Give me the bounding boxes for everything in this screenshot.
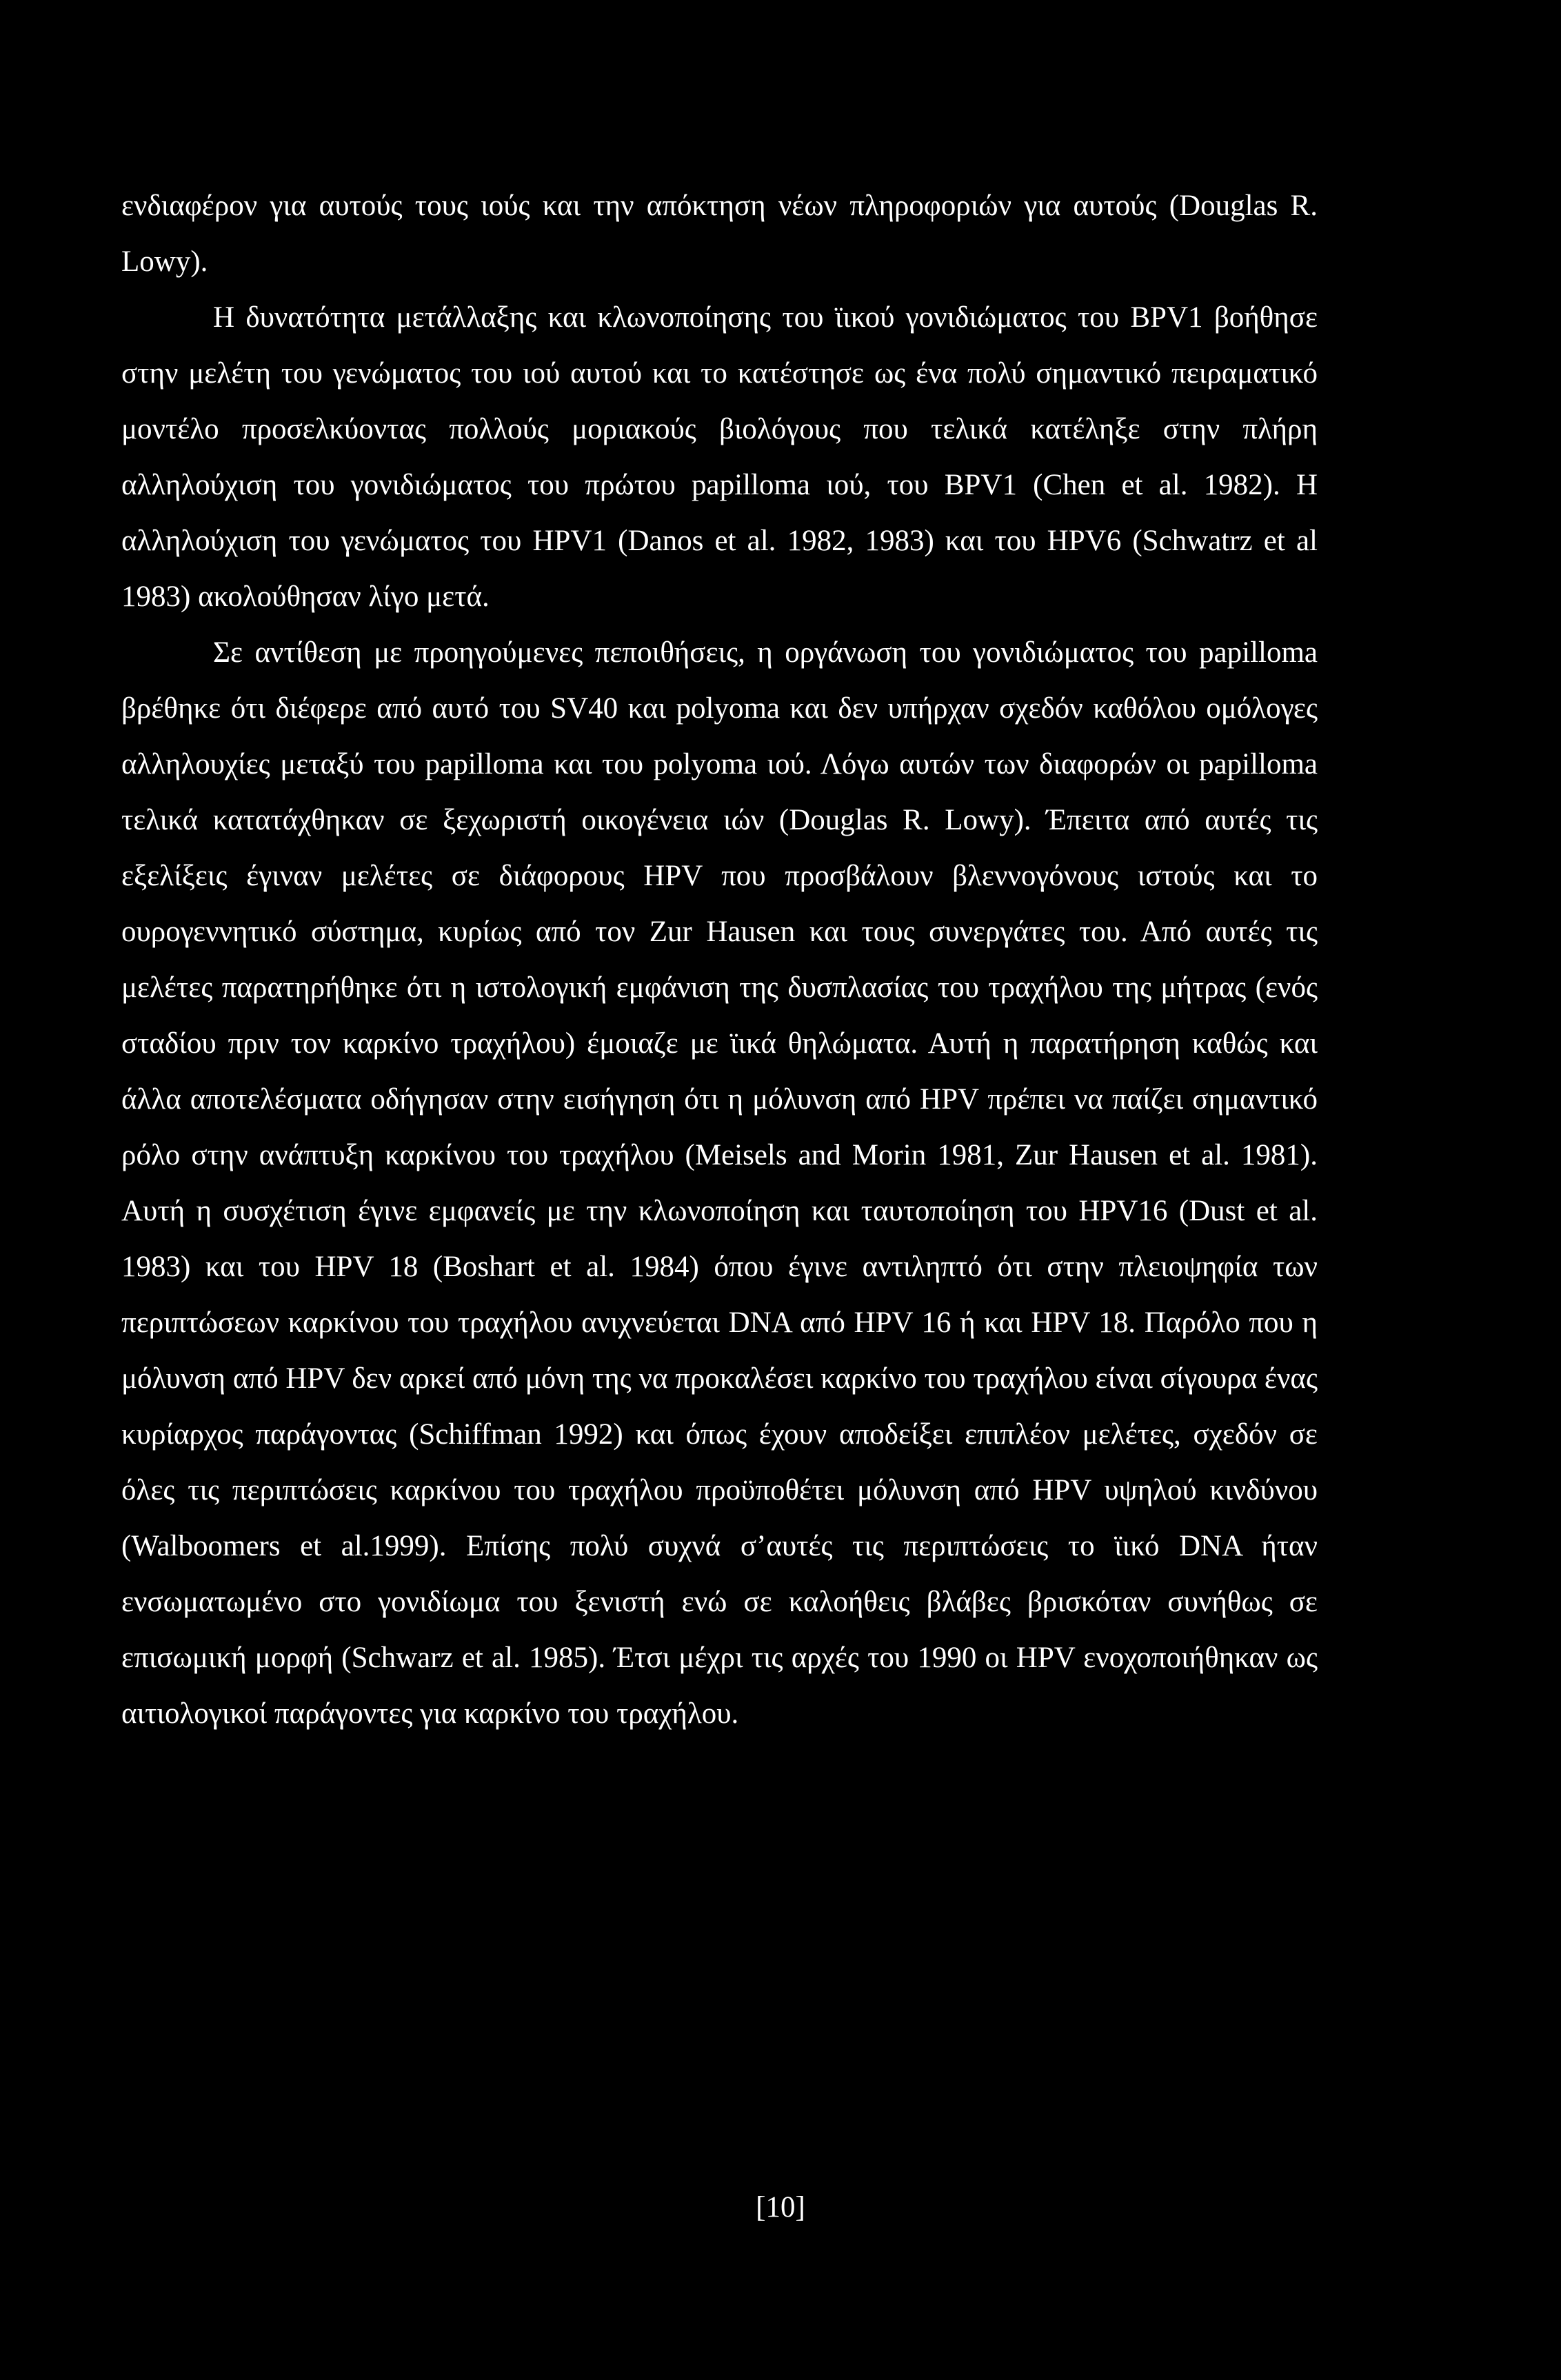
paragraph-papilloma-organization: Σε αντίθεση με προηγούμενες πεποιθήσεις, η οργάνωση του γονιδιώματος του papilloma βρέθηκε ότι διέφερε από αυτό του SV40 και polyoma και δεν υπήρχαν σχεδόν καθόλου ομόλογες αλληλουχίες μεταξύ του papilloma και του polyoma ιού. Λόγω αυτών των διαφορών οι papilloma τελικά κατατάχθηκαν σε ξεχωριστή οικογένεια ιών (Douglas R. Lowy). Έπειτα από αυτές τις εξελίξεις έγιναν μελέτες σε διάφορους HPV που προσβάλουν βλεννογόνους ιστούς και το ουρογεννητικό σύστημα, κυρίως από τον Zur Hausen και τους συνεργάτες του. Από αυτές τις μελέτες παρατηρήθηκε ότι η ιστολογική εμφάνιση της δυσπλασίας του τραχήλου της μήτρας (ενός σταδίου πριν τον καρκίνο τραχήλου) έμοιαζε με ϊικά θηλώματα. Αυτή η παρατήρηση καθώς και άλλα αποτελέσματα οδήγησαν στην εισήγηση ότι η μόλυνση από HPV πρέπει να παίζει σημαντικό ρόλο στην ανάπτυξη καρκίνου του τραχήλου (Meisels and Morin 1981, Zur Hausen et al. 1981). Αυτή η συσχέτιση έγινε εμφανείς με την κλωνοποίηση και ταυτοποίηση του HPV16 (Dust et al. 1983) και του HPV 18 (Boshart et al. 1984) όπου έγινε αντιληπτό ότι στην πλειοψηφία των περιπτώσεων καρκίνου του τραχήλου ανιχνεύεται DNA από HPV 16 ή και HPV 18. Παρόλο που η μόλυνση από HPV δεν αρκεί από μόνη της να προκαλέσει καρκίνο του τραχήλου είναι σίγουρα ένας κυρίαρχος παράγοντας (Schiffman 1992) και όπως έχουν αποδείξει επιπλέον μελέτες, σχεδόν σε όλες τις περιπτώσεις καρκίνου του τραχήλου προϋποθέτει μόλυνση από HPV υψηλού κινδύνου (Walboomers et al.1999). Επίσης πολύ συχνά σ’αυτές τις περιπτώσεις το ϊικό DNA ήταν ενσωματωμένο στο γονιδίωμα του ξενιστή ενώ σε καλοήθεις βλάβες βρισκόταν συνήθως σε επισωμική μορφή (Schwarz et al. 1985). Έτσι μέχρι τις αρχές του 1990 οι HPV ενοχοποιήθηκαν ως αιτιολογικοί παράγοντες για καρκίνο του τραχήλου. <box>121 636 1318 1730</box>
body-text <box>121 178 1318 1742</box>
paragraph-bpv1-genome: Η δυνατότητα μετάλλαξης και κλωνοποίησης του ϊικού γονιδιώματος του BPV1 βοήθησε στην μελέτη του γενώματος του ιού αυτού και το κατέστησε ως ένα πολύ σημαντικό πειραματικό μοντέλο προσελκύοντας πολλούς μοριακούς βιολόγους που τελικά κατέληξε στην πλήρη αλληλούχιση του γονιδιώματος του πρώτου papilloma ιού, του BPV1 (Chen et al. 1982). Η αλληλούχιση του γενώματος του HPV1 (Danos et al. 1982, 1983) και του HPV6 (Schwatrz et al 1983) ακολούθησαν λίγο μετά. <box>121 301 1318 613</box>
paragraph-continuation: ενδιαφέρον για αυτούς τους ιούς και την απόκτηση νέων πληροφοριών για αυτούς (Douglas R. Lowy). <box>121 190 1318 278</box>
page-number: [10] <box>756 2191 805 2223</box>
